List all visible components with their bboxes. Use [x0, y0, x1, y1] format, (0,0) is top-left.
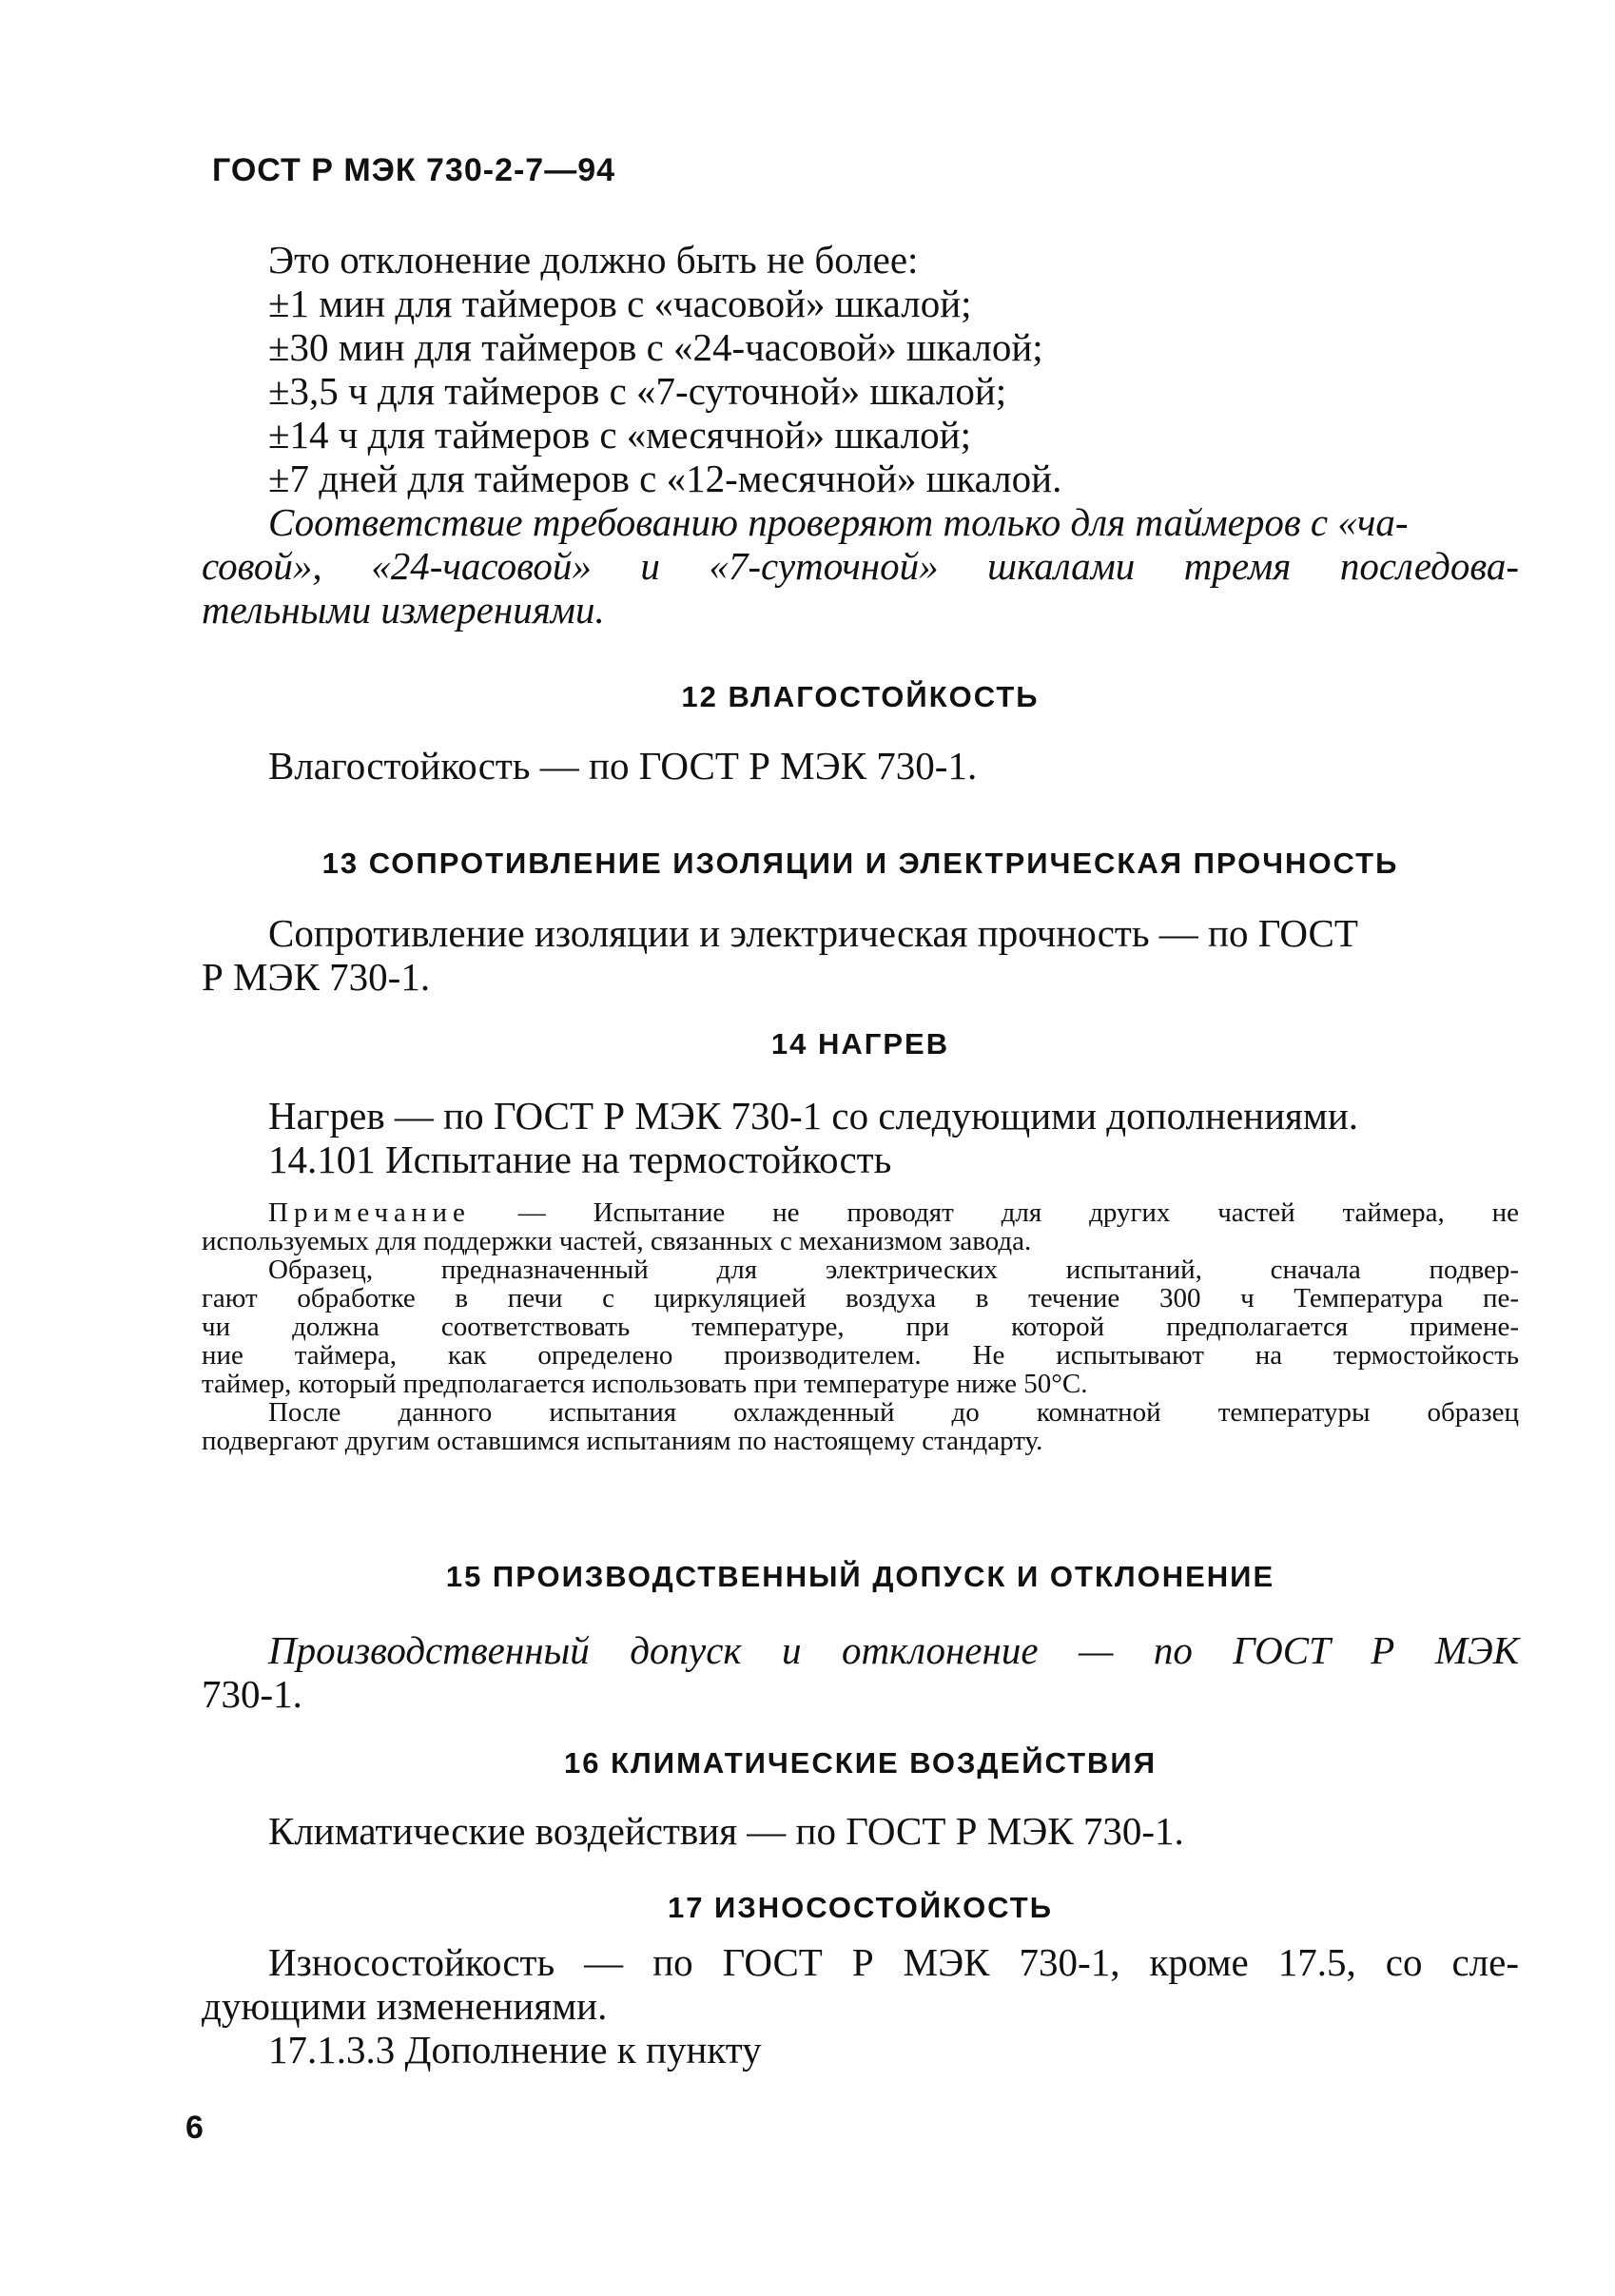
- section-13-text: Р МЭК 730-1.: [202, 955, 431, 999]
- paragraph-line: ние таймера, как определено производителем. Не испытывают на термостойкость: [202, 1340, 1519, 1371]
- deviation-intro: Это отклонение должно быть не более:: [268, 238, 919, 282]
- paragraph-line: Образец, предназначенный для электрических испытаний, сначала подвер-: [268, 1255, 1519, 1285]
- deviation-block: [202, 238, 1519, 632]
- compliance-text: совой», «24-часовой» и «7-суточной» шкалами тремя последова-: [202, 544, 1519, 588]
- section-17-text: Износостойкость — по ГОСТ Р МЭК 730-1, кроме 17.5, со сле-: [268, 1940, 1519, 1984]
- deviation-item: ±1 мин для таймеров с «часовой» шкалой;: [268, 282, 972, 325]
- section-15-text: Производственный допуск и отклонение — по ГОСТ Р МЭК: [268, 1628, 1519, 1672]
- section-15-text: 730-1.: [202, 1672, 302, 1716]
- deviation-item: ±7 дней для таймеров с «12-месячной» шкалой.: [268, 457, 1062, 500]
- section-16-text: Климатические воздействия — по ГОСТ Р МЭК 730-1.: [268, 1809, 1184, 1853]
- section-14-heading: 14 НАГРЕВ: [770, 1027, 950, 1060]
- note-block: [202, 1198, 1519, 1455]
- paragraph-line: подвергают другим оставшимся испытаниям по настоящему стандарту.: [202, 1426, 1043, 1456]
- section-15-heading: 15 ПРОИЗВОДСТВЕННЫЙ ДОПУСК И ОТКЛОНЕНИЕ: [445, 1560, 1275, 1593]
- section-13-text: Сопротивление изоляции и электрическая прочность — по ГОСТ: [268, 911, 1358, 955]
- deviation-item: ±3,5 ч для таймеров с «7-суточной» шкалой;: [268, 369, 1007, 413]
- note-label: Примечание: [268, 1197, 471, 1228]
- section-12-heading: 12 ВЛАГОСТОЙКОСТЬ: [681, 680, 1040, 713]
- section-14-body: [202, 1094, 1519, 1181]
- subsection-14-101: 14.101 Испытание на термостойкость: [268, 1138, 892, 1181]
- compliance-text: Соответствие требованию проверяют только для таймеров с «ча-: [268, 500, 1409, 544]
- page-number: 6: [185, 2110, 204, 2146]
- paragraph-line: таймер, который предполагается использовать при температуре ниже 50°С.: [202, 1369, 1088, 1399]
- paragraph-line: гают обработке в печи с циркуляцией воздуха в течение 300 ч Температура пе-: [202, 1283, 1519, 1313]
- subsection-17-1-3-3: 17.1.3.3 Дополнение к пункту: [268, 2028, 762, 2072]
- section-17-text: дующими изменениями.: [202, 1984, 608, 2028]
- paragraph-line: После данного испытания охлажденный до комнатной температуры образец: [268, 1397, 1519, 1428]
- running-head: ГОСТ Р МЭК 730-2-7—94: [212, 152, 616, 188]
- deviation-item: ±14 ч для таймеров с «месячной» шкалой;: [268, 413, 972, 457]
- section-16-heading: 16 КЛИМАТИЧЕСКИЕ ВОЗДЕЙСТВИЯ: [564, 1746, 1157, 1780]
- compliance-text: тельными измерениями.: [202, 588, 605, 632]
- note-line: используемых для поддержки частей, связанных с механизмом завода.: [202, 1226, 1032, 1256]
- section-12-body: [202, 744, 1519, 788]
- note-text: — Испытание не проводят для других частей таймера, не: [517, 1197, 1519, 1228]
- section-13-heading: 13 СОПРОТИВЛЕНИЕ ИЗОЛЯЦИИ И ЭЛЕКТРИЧЕСКАЯ ПРОЧНОСТЬ: [321, 846, 1399, 880]
- deviation-item: ±30 мин для таймеров с «24-часовой» шкалой;: [268, 325, 1043, 369]
- paragraph-line: чи должна соответствовать температуре, при которой предполагается примене-: [202, 1312, 1519, 1342]
- section-15-body: [202, 1628, 1519, 1716]
- note-line: [202, 1198, 1519, 1227]
- section-12-text: Влагостойкость — по ГОСТ Р МЭК 730-1.: [268, 744, 978, 788]
- section-17-body: [202, 1940, 1519, 2072]
- section-14-text: Нагрев — по ГОСТ Р МЭК 730-1 со следующими дополнениями.: [268, 1094, 1359, 1138]
- section-16-body: [202, 1809, 1519, 1853]
- section-17-heading: 17 ИЗНОСОСТОЙКОСТЬ: [667, 1891, 1054, 1924]
- section-13-body: [202, 911, 1519, 999]
